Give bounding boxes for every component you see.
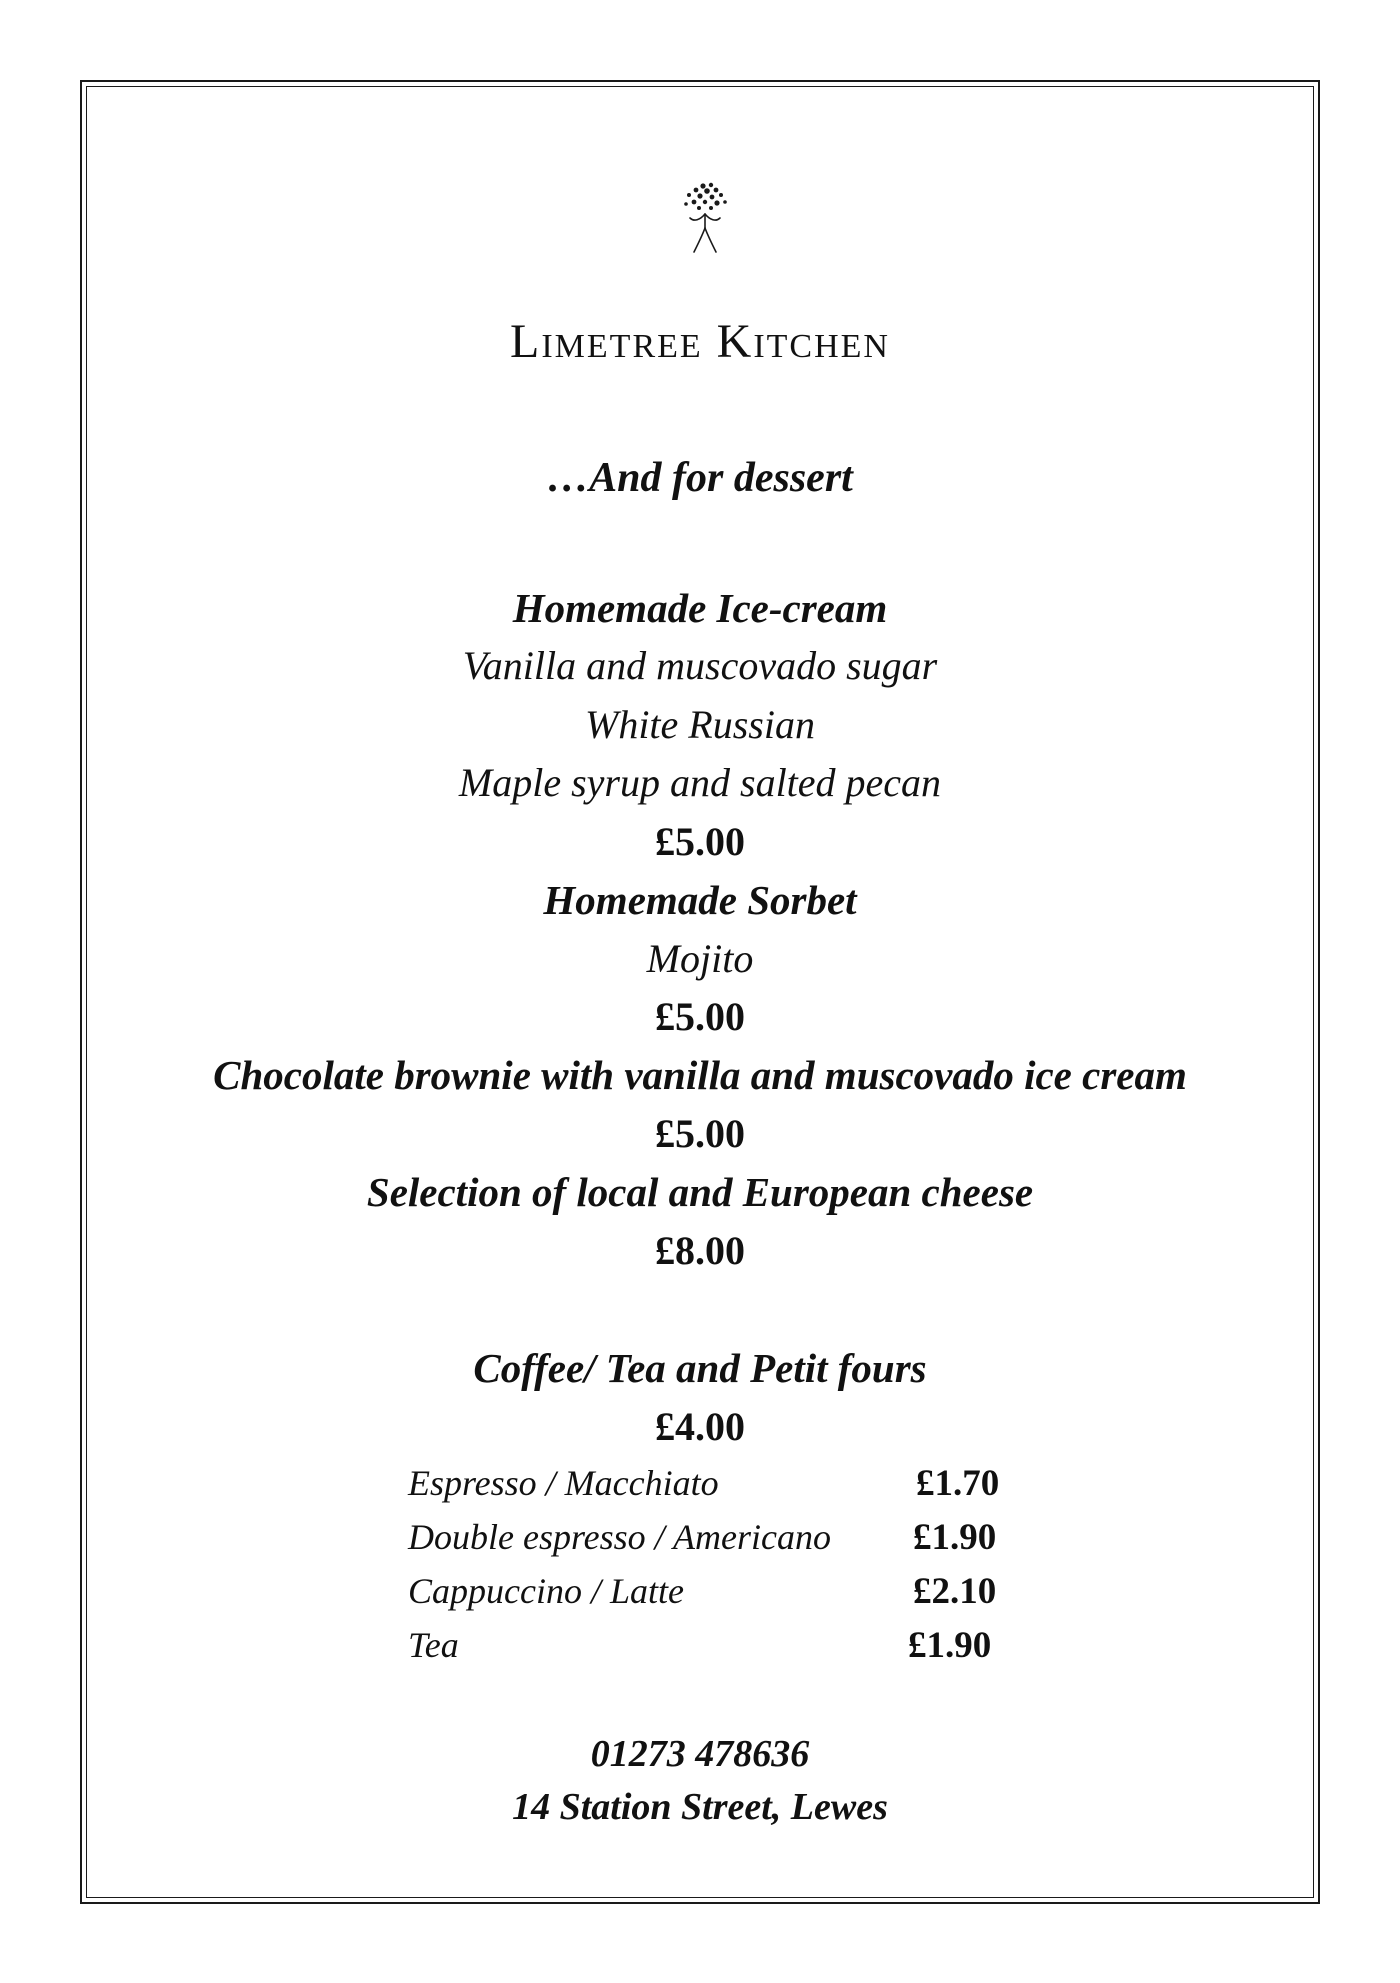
drink-row [408,1624,1028,1678]
coffee-heading: Coffee/ Tea and Petit fours [473,1345,927,1391]
cheese-price: £8.00 [655,1228,745,1273]
drink-name: Tea [408,1625,459,1665]
sorbet-price: £5.00 [655,994,745,1039]
drink-row [408,1462,1028,1516]
sorbet-flavour: Mojito [646,936,754,981]
restaurant-name: Limetree Kitchen [510,315,890,368]
drink-name: Espresso / Macchiato [408,1463,719,1503]
ice-cream-heading: Homemade Ice-cream [512,585,888,631]
ice-cream-flavour: Vanilla and muscovado sugar [462,643,938,688]
cheese-heading: Selection of local and European cheese [366,1169,1034,1215]
drink-row [408,1516,1028,1570]
drink-name: Double espresso / Americano [408,1517,831,1557]
drink-price: £1.90 [913,1517,997,1558]
ice-cream-price: £5.00 [655,819,745,864]
drink-price: £1.90 [908,1625,992,1666]
contact-address: 14 Station Street, Lewes [512,1786,888,1828]
drink-name: Cappuccino / Latte [408,1571,684,1611]
brownie-heading: Chocolate brownie with vanilla and muscovado ice cream [213,1052,1187,1098]
tree-icon [670,178,740,258]
drink-price: £1.70 [916,1463,1000,1504]
brownie-price: £5.00 [655,1111,745,1156]
sorbet-heading: Homemade Sorbet [543,877,857,923]
drink-price: £2.10 [913,1571,997,1612]
contact-phone: 01273 478636 [590,1733,810,1775]
drinks-list [408,1462,1028,1678]
ice-cream-flavour: White Russian [585,702,815,747]
drink-row [408,1570,1028,1624]
menu-subtitle: …And for dessert [547,455,853,501]
coffee-price: £4.00 [655,1404,745,1449]
ice-cream-flavour: Maple syrup and salted pecan [458,760,942,805]
